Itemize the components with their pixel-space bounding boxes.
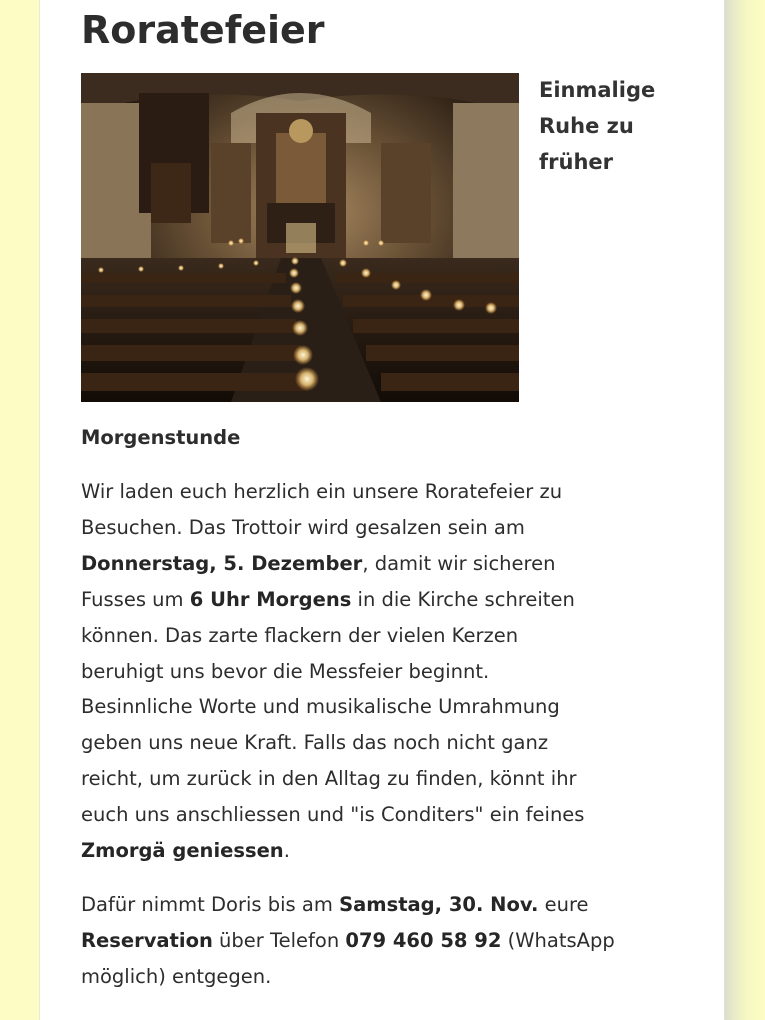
image-caption bbox=[539, 72, 689, 180]
body-paragraph bbox=[81, 474, 701, 869]
reservation-line: Reservation über Telefon 079 460 58 92 (WhatsApp bbox=[81, 928, 615, 952]
article-title: Roratefeier bbox=[81, 8, 325, 52]
church-interior-photo bbox=[81, 73, 519, 402]
body-line: können. Das zarte flackern der vielen Kerzen bbox=[81, 623, 519, 647]
body-line: Donnerstag, 5. Dezember, damit wir sicheren bbox=[81, 551, 556, 575]
right-edge-shade bbox=[724, 0, 765, 1020]
reservation-line: Dafür nimmt Doris bis am Samstag, 30. Nov. eure bbox=[81, 893, 589, 916]
body-line: Wir laden euch herzlich ein unsere Roratefeier zu bbox=[81, 480, 563, 503]
article-card bbox=[40, 0, 724, 1020]
body-line: beruhigt uns bevor die Messfeier beginnt. bbox=[81, 659, 490, 683]
reservation-deadline: Samstag, 30. Nov. bbox=[339, 893, 539, 916]
body-line: geben uns neue Kraft. Falls das noch nicht ganz bbox=[81, 731, 549, 755]
breakfast-highlight: Zmorgä geniessen bbox=[81, 839, 284, 863]
event-date: Donnerstag, 5. Dezember bbox=[81, 551, 363, 575]
event-time: 6 Uhr Morgens bbox=[189, 587, 352, 611]
body-line: euch uns anschliessen und "is Conditers" ein feines bbox=[81, 803, 585, 827]
body-line: Besuchen. Das Trottoir wird gesalzen sein am bbox=[81, 515, 525, 539]
body-line: Zmorgä geniessen. bbox=[81, 839, 290, 863]
reservation-paragraph bbox=[81, 887, 701, 995]
phone-number: 079 460 58 92 bbox=[345, 928, 502, 952]
body-line: reicht, um zurück in den Alltag zu finden, könnt ihr bbox=[81, 767, 577, 791]
caption-line: früher bbox=[539, 150, 613, 174]
reservation-label: Reservation bbox=[81, 928, 213, 952]
article-subheading: Morgenstunde bbox=[81, 426, 241, 449]
body-line: Besinnliche Worte und musikalische Umrahmung bbox=[81, 695, 560, 719]
caption-line: Ruhe zu bbox=[539, 114, 634, 138]
reservation-line: möglich) entgegen. bbox=[81, 964, 272, 988]
body-line: Fusses um 6 Uhr Morgens in die Kirche schreiten bbox=[81, 587, 575, 611]
caption-line: Einmalige bbox=[539, 78, 656, 102]
